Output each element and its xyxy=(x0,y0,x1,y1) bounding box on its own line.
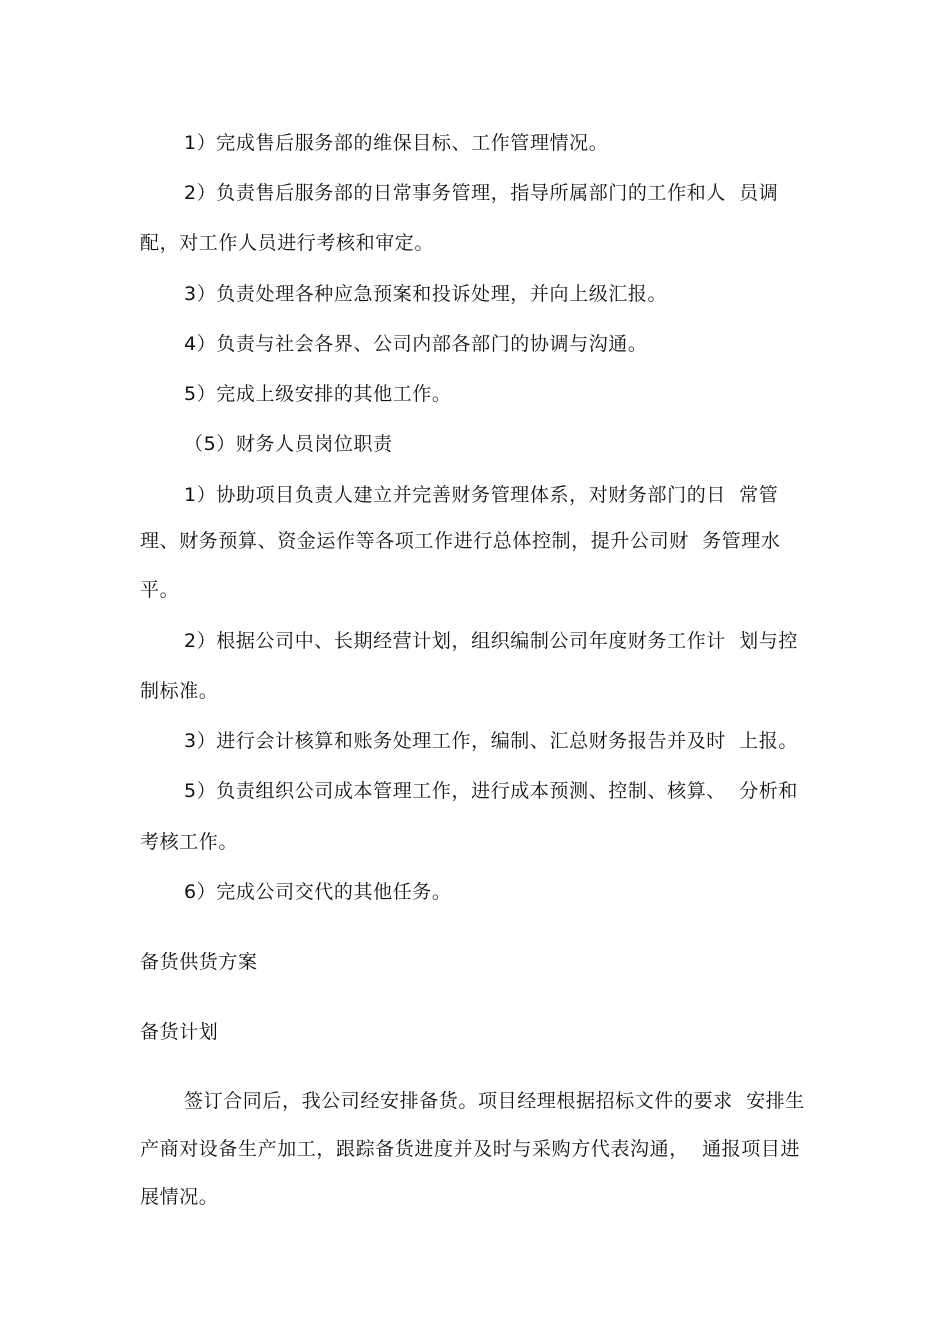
text-line-14: 5）负责组织公司成本管理工作，进行成本预测、控制、核算、 分析和 xyxy=(184,780,798,802)
text-line-1: 1）完成售后服务部的维保目标、工作管理情况。 xyxy=(184,132,609,154)
text-line-16: 6）完成公司交代的其他任务。 xyxy=(184,881,452,903)
section-heading-finance: （5）财务人员岗位职责 xyxy=(184,433,393,455)
text-line-4: 3）负责处理各种应急预案和投诉处理，并向上级汇报。 xyxy=(184,283,668,305)
text-line-11: 2）根据公司中、长期经营计划，组织编制公司年度财务工作计 划与控 xyxy=(184,630,798,652)
text-line-19: 签订合同后，我公司经安排备货。项目经理根据招标文件的要求 安排生 xyxy=(184,1090,805,1112)
heading-stock-supply-plan: 备货供货方案 xyxy=(140,951,258,973)
text-line-9: 理、财务预算、资金运作等各项工作进行总体控制，提升公司财 务管理水 xyxy=(140,530,781,552)
text-line-6: 5）完成上级安排的其他工作。 xyxy=(184,383,452,405)
text-line-8: 1）协助项目负责人建立并完善财务管理体系，对财务部门的日 常管 xyxy=(184,484,779,506)
text-line-21: 展情况。 xyxy=(140,1186,219,1208)
text-line-10: 平。 xyxy=(140,579,180,601)
text-line-15: 考核工作。 xyxy=(140,831,239,853)
text-line-12: 制标准。 xyxy=(140,680,219,702)
text-line-3: 配，对工作人员进行考核和审定。 xyxy=(140,232,435,254)
text-line-2: 2）负责售后服务部的日常事务管理，指导所属部门的工作和人 员调 xyxy=(184,182,779,204)
text-line-5: 4）负责与社会各界、公司内部各部门的协调与沟通。 xyxy=(184,333,648,355)
text-line-13: 3）进行会计核算和账务处理工作，编制、汇总财务报告并及时 上报。 xyxy=(184,730,798,752)
text-line-20: 产商对设备生产加工，跟踪备货进度并及时与采购方代表沟通， 通报项目进 xyxy=(140,1138,801,1160)
heading-stock-plan: 备货计划 xyxy=(140,1021,219,1043)
